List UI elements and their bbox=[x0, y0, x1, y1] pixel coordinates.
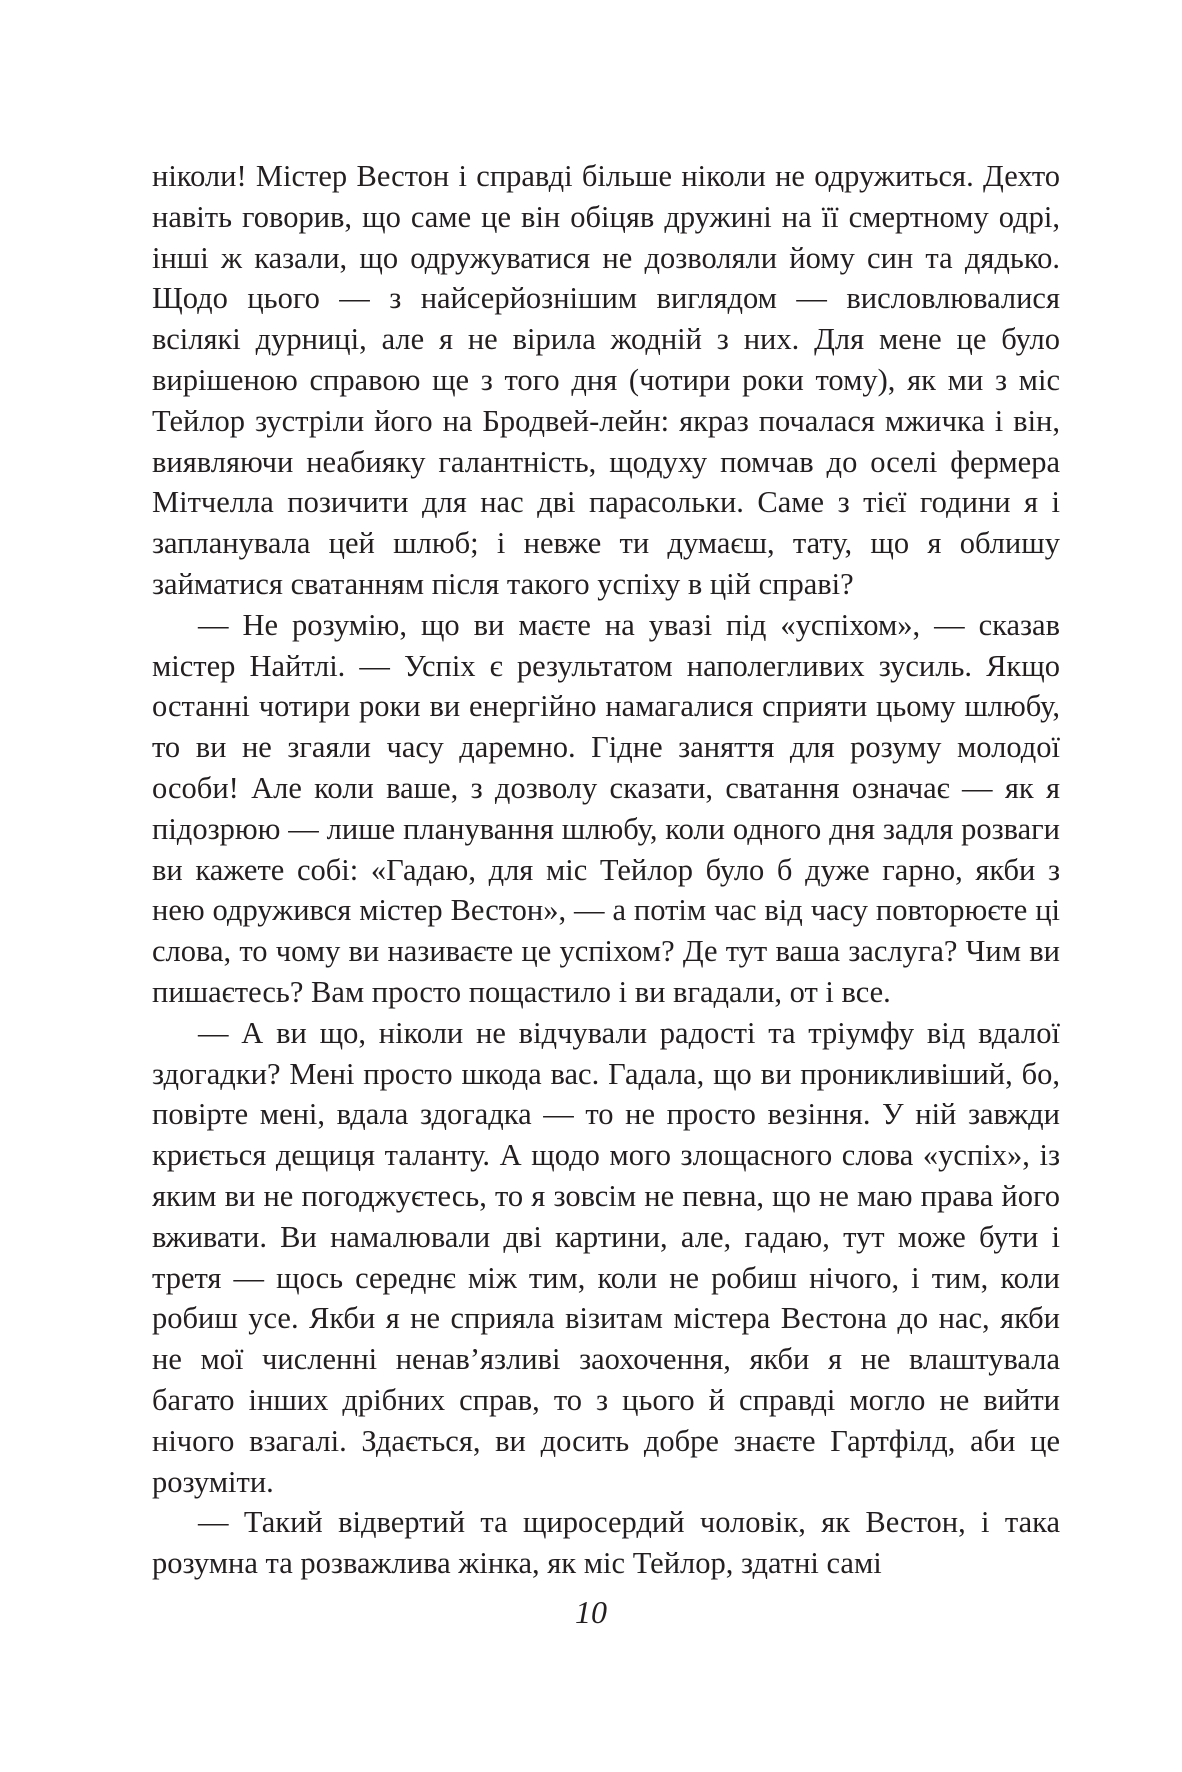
body-text bbox=[152, 156, 1060, 1584]
paragraph: — Такий відвертий та щиросердий чоловік, як Вестон, і така розумна та розважлива жінка, як міс Тейлор, здатні самі bbox=[152, 1505, 1060, 1581]
paragraph: — Не розумію, що ви маєте на увазі під «успіхом», — сказав містер Найтлі. — Успіх є результатом наполегливих зусиль. Якщо останні чотири роки ви енергійно намагалися сприяти цьому шлюбу, то ви не згаяли часу даремно. Гідне заняття для розуму молодої особи! Але коли ваше, з дозволу сказати, сватання означає — як я підозрюю — лише планування шлюбу, коли одного дня задля розваги ви кажете собі: «Гадаю, для міс Тейлор було б дуже гарно, якби з нею одружився містер Вестон», — а потім час від часу повторюєте ці слова, то чому ви називаєте це успіхом? Де тут ваша заслуга? Чим ви пишаєтесь? Вам просто пощастило і ви вгадали, от і все. bbox=[152, 607, 1060, 1009]
paragraph: ніколи! Містер Вестон і справді більше ніколи не одружиться. Дехто навіть говорив, що саме це він обіцяв дружині на її смертному одрі, інші ж казали, що одружуватися не дозволяли йому син та дядько. Щодо цього — з найсерйознішим виглядом — висловлювалися всілякі дурниці, але я не вірила жодній з них. Для мене це було вирішеною справою ще з того дня (чотири роки тому), як ми з міс Тейлор зустріли його на Бродвей-лейн: якраз почалася мжичка і він, виявляючи неабияку галантність, щодуху помчав до оселі фермера Мітчелла позичити для нас дві парасольки. Саме з тієї години я і запланувала цей шлюб; і невже ти думаєш, тату, що я облишу займатися сватанням після такого успіху в цій справі? bbox=[152, 159, 1060, 601]
page-number: 10 bbox=[575, 1594, 607, 1630]
paragraph: — А ви що, ніколи не відчували радості та тріумфу від вдалої здогадки? Мені просто шкода вас. Гадала, що ви проникливіший, бо, повірте мені, вдала здогадка — то не просто везіння. У ній завжди криється дещиця таланту. А щодо мого злощасного слова «успіх», із яким ви не погоджуєтесь, то я зовсім не певна, що не маю права його вживати. Ви намалювали дві картини, але, гадаю, тут може бути і третя — щось середнє між тим, коли не робиш нічого, і тим, коли робиш усе. Якби я не сприяла візитам містера Вестона до нас, якби не мої численні ненав’язливі заохочення, якби я не влаштувала багато інших дрібних справ, то з цього й справді могло не вийти нічого взагалі. Здається, ви досить добре знаєте Гартфілд, аби це розуміти. bbox=[152, 1015, 1060, 1499]
